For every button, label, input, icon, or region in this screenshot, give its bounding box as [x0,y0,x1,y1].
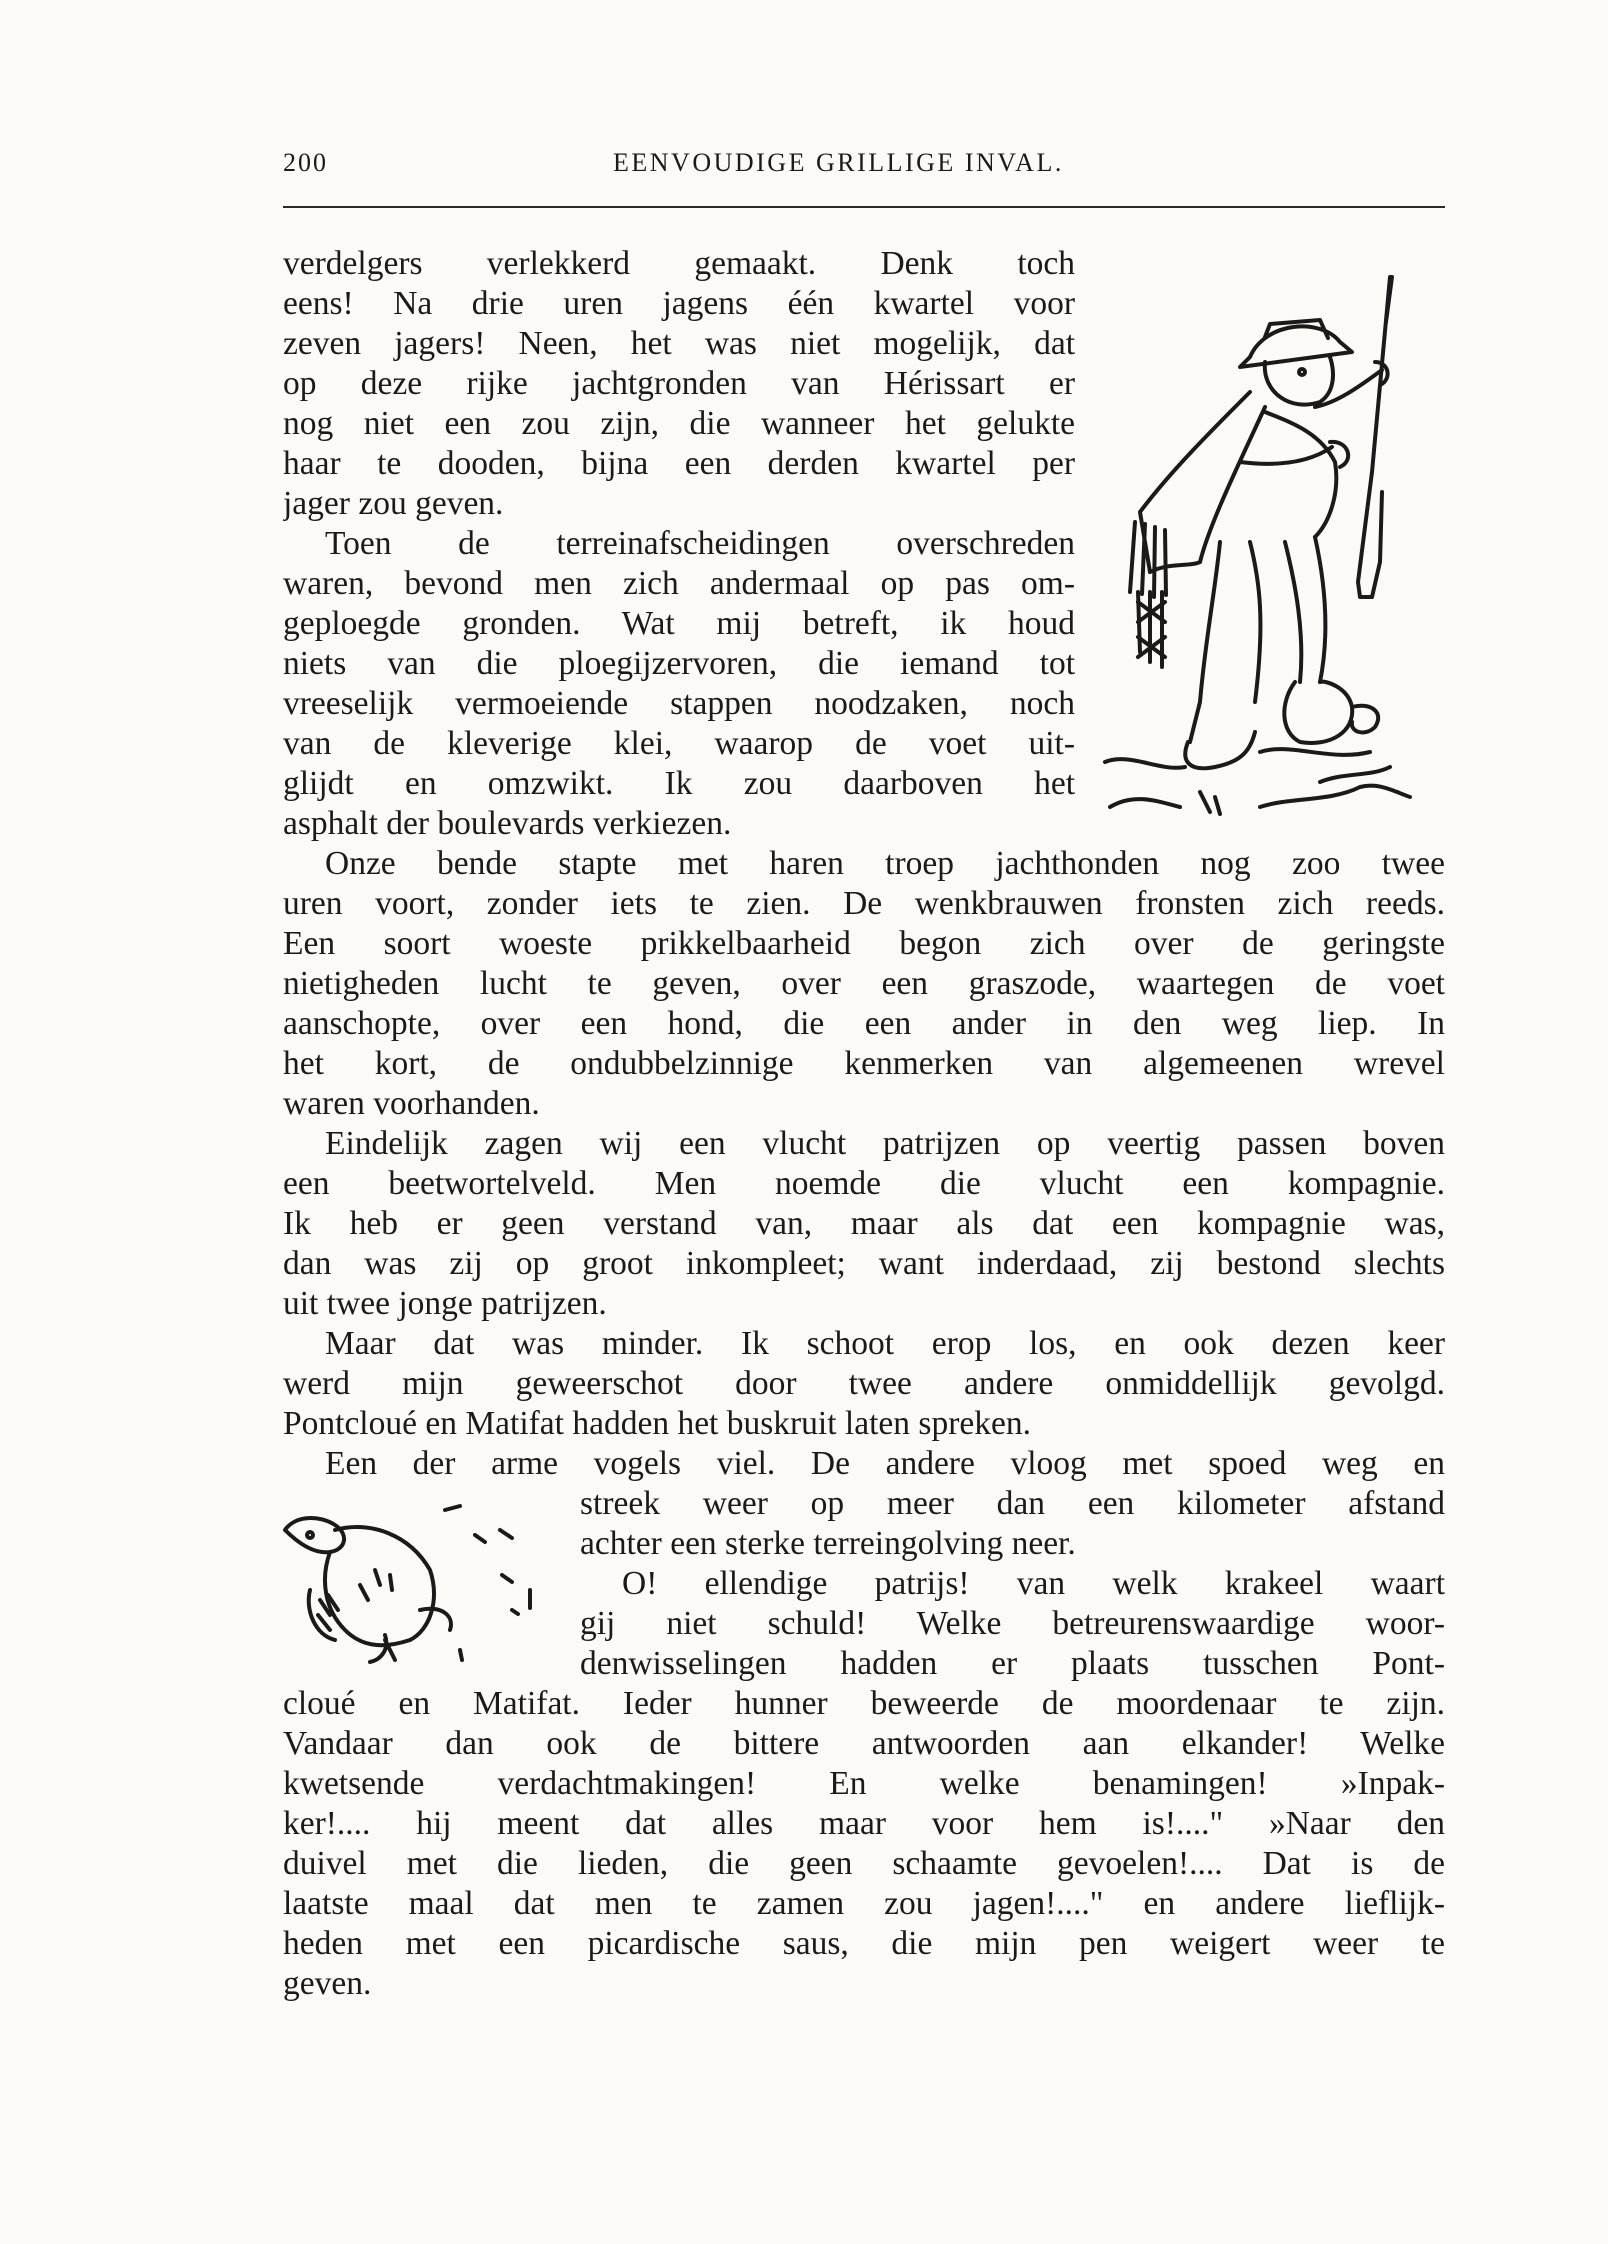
text-line: waren voorhanden. [283,1085,540,1122]
hunter-drawing [1090,262,1420,822]
partridge-drawing [280,1490,575,1675]
text-line: waren, bevond men zich andermaal op pas om- [283,565,1075,602]
text-line: Een der arme vogels viel. De andere vloog met spoed weg en [325,1445,1445,1482]
text-line: Toen de terreinafscheidingen overschreden [325,525,1075,562]
text-line: O! ellendige patrijs! van welk krakeel waart [622,1565,1445,1602]
text-line: jager zou geven. [283,485,504,522]
text-line: denwisselingen hadden er plaats tusschen Pont- [580,1645,1445,1682]
text-line: werd mijn geweerschot door twee andere onmiddellijk gevolgd. [283,1365,1445,1402]
text-line: glijdt en omzwikt. Ik zou daarboven het [283,765,1075,802]
text-line: geploegde gronden. Wat mij betreft, ik houd [283,605,1075,642]
text-line: cloué en Matifat. Ieder hunner beweerde de moordenaar te zijn. [283,1685,1445,1722]
text-line: op deze rijke jachtgronden van Hérissart er [283,365,1075,402]
text-line: eens! Na drie uren jagens één kwartel voor [283,285,1075,322]
text-line: asphalt der boulevards verkiezen. [283,805,732,842]
running-header [283,148,1448,188]
text-line: een beetwortelveld. Men noemde die vlucht een kompagnie. [283,1165,1445,1202]
text-line: aanschopte, over een hond, die een ander in den weg liep. In [283,1005,1445,1042]
text-line: uren voort, zonder iets te zien. De wenkbrauwen fronsten zich reeds. [283,885,1445,922]
running-title: EENVOUDIGE GRILLIGE INVAL. [613,148,1064,177]
text-line: streek weer op meer dan een kilometer afstand [580,1485,1445,1522]
header-rule [283,206,1445,208]
text-line: achter een sterke terreingolving neer. [580,1525,1076,1562]
text-line: nog niet een zou zijn, die wanneer het gelukte [283,405,1075,442]
text-line: geven. [283,1965,372,2002]
text-line: laatste maal dat men te zamen zou jagen!...." en andere lieflijk- [283,1885,1445,1922]
text-line: zeven jagers! Neen, het was niet mogelijk, dat [283,325,1075,362]
text-line: Pontcloué en Matifat hadden het buskruit laten spreken. [283,1405,1031,1442]
text-line: gij niet schuld! Welke betreurenswaardige woor- [580,1605,1445,1642]
text-line: heden met een picardische saus, die mijn pen weigert weer te [283,1925,1445,1962]
text-line: Vandaar dan ook de bittere antwoorden aan elkander! Welke [283,1725,1445,1762]
text-line: het kort, de ondubbelzinnige kenmerken van algemeenen wrevel [283,1045,1445,1082]
text-line: van de kleverige klei, waarop de voet uit- [283,725,1075,762]
text-line: dan was zij op groot inkompleet; want inderdaad, zij bestond slechts [283,1245,1445,1282]
text-line: Eindelijk zagen wij een vlucht patrijzen op veertig passen boven [325,1125,1445,1162]
text-line: Een soort woeste prikkelbaarheid begon zich over de geringste [283,925,1445,962]
text-line: Onze bende stapte met haren troep jachthonden nog zoo twee [325,845,1445,882]
text-line: uit twee jonge patrijzen. [283,1285,607,1322]
text-line: vreeselijk vermoeiende stappen noodzaken, noch [283,685,1075,722]
text-line: haar te dooden, bijna een derden kwartel per [283,445,1075,482]
hunter-illustration [1090,262,1420,822]
text-line: ker!.... hij meent dat alles maar voor hem is!...." »Naar den [283,1805,1445,1842]
text-line: niets van die ploegijzervoren, die iemand tot [283,645,1075,682]
text-line: verdelgers verlekkerd gemaakt. Denk toch [283,245,1075,282]
text-line: Ik heb er geen verstand van, maar als dat een kompagnie was, [283,1205,1445,1242]
text-line: kwetsende verdachtmakingen! En welke benamingen! »Inpak- [283,1765,1445,1802]
text-line: nietigheden lucht te geven, over een graszode, waartegen de voet [283,965,1445,1002]
text-line: duivel met die lieden, die geen schaamte gevoelen!.... Dat is de [283,1845,1445,1882]
page-number: 200 [283,148,328,177]
partridge-illustration [280,1490,575,1675]
text-line: Maar dat was minder. Ik schoot erop los, en ook dezen keer [325,1325,1445,1362]
